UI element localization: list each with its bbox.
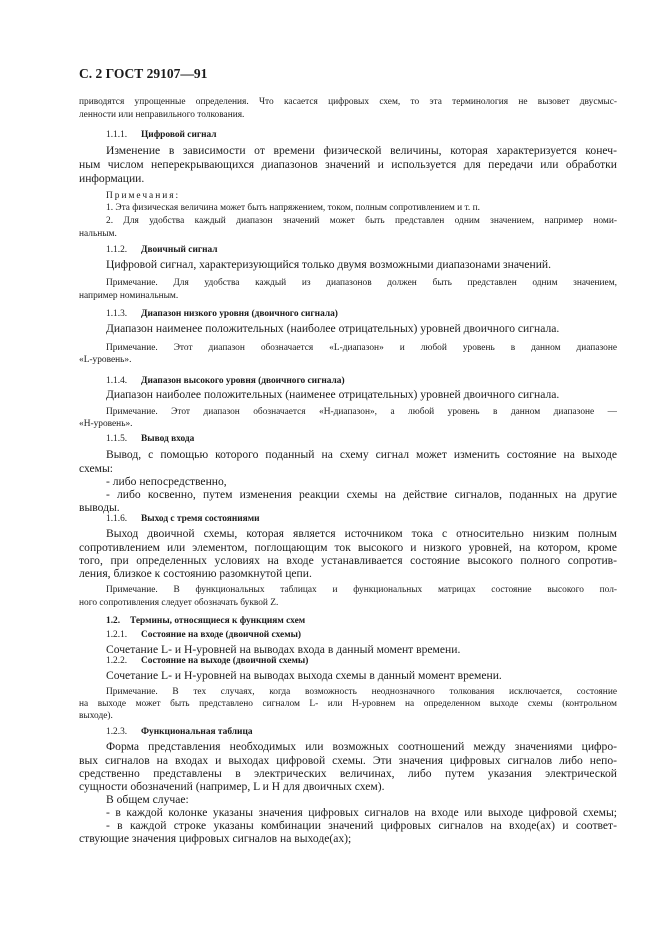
text-line: 1.1.5. xyxy=(106,434,128,444)
text-line: 1.2.2. xyxy=(106,656,128,666)
text-line: - либо непосредственно, xyxy=(106,475,227,488)
text-line: 1.1.4. xyxy=(106,376,128,386)
text-line: ленности или неправильного толкования. xyxy=(79,110,245,120)
text-line: 1.1.2. xyxy=(106,245,128,255)
text-line: информации. xyxy=(79,172,145,185)
text-line: ным числом неперекрывающихся диапазонов значений и используется для передачи или обработки xyxy=(79,158,617,171)
page-header: С. 2 ГОСТ 29107—91 xyxy=(79,66,208,81)
text-line: 1.2.1. xyxy=(106,630,128,640)
text-line: того, при определенных условиях на входе устанавливается состояние высокого полного сопротив- xyxy=(79,554,617,567)
text-line: - либо косвенно, путем изменения реакции схемы на действие сигналов, поданных на другие xyxy=(106,488,617,501)
text-line: выходе). xyxy=(79,711,113,721)
text-line: Примечание. В функциональных таблицах и функциональных матрицах состояние высокого пол- xyxy=(106,585,617,595)
section-heading: Состояние на входе (двоичной схемы) xyxy=(141,630,302,640)
section-heading: Термины, относящиеся к функциям схем xyxy=(130,616,306,626)
text-line: Примечания: xyxy=(106,191,181,201)
section-heading: Диапазон высокого уровня (двоичного сигнала) xyxy=(141,376,345,386)
text-line: Сочетание L- и Н-уровней на выводах входа в данный момент времени. xyxy=(106,643,461,656)
section-heading: Двоичный сигнал xyxy=(141,245,218,255)
text-line: приводятся упрощенные определения. Что касается цифровых схем, то эта терминология не вызовет двусмыс- xyxy=(79,97,617,107)
text-line: «Н-уровень». xyxy=(79,419,133,429)
text-line: средственно представлены в электрических величинах, либо путем указания электрической xyxy=(79,767,617,780)
text-line: Вывод, с помощью которого поданный на схему сигнал может изменить состояние на выходе xyxy=(106,448,617,461)
section-heading: Функциональная таблица xyxy=(141,727,253,737)
text-line: Изменение в зависимости от времени физической величины, которая характеризуется конеч- xyxy=(106,144,617,157)
text-line: 2. Для удобства каждый диапазон значений может быть представлен одним значением, например номи- xyxy=(106,216,617,226)
text-line: Примечание. Этот диапазон обозначается «L-диапазон» и любой уровень в данном диапазоне xyxy=(106,343,617,353)
text-line: вых сигналов на входах и выходах цифровой схемы. Эти значения цифровых сигналов либо непо- xyxy=(79,754,617,767)
text-line: на выходе может быть представлено сигналом L- или Н-уровнем на определенном выходе схемы (контрольном xyxy=(79,699,617,709)
text-line: Выход двоичной схемы, которая является источником тока с относительно низким полным xyxy=(106,527,617,540)
text-line: выводы. xyxy=(79,501,120,514)
text-line: 1.2.3. xyxy=(106,727,128,737)
text-line: сопротивлением или элементом, поглощающим ток высокого и низкого уровней, на котором, кроме xyxy=(79,541,617,554)
text-line: Цифровой сигнал, характеризующийся только двумя возможными диапазонами значений. xyxy=(106,258,552,271)
section-heading: Цифровой сигнал xyxy=(141,130,217,140)
text-line: 1. Эта физическая величина может быть напряжением, током, полным сопротивлением и т. п. xyxy=(106,203,480,213)
text-line: 1.1.1. xyxy=(106,130,128,140)
text-line: Диапазон наиболее положительных (наименее отрицательных) уровней двоичного сигнала. xyxy=(106,388,560,401)
text-line: ствующие значения цифровых сигналов на выходе(ах); xyxy=(79,832,352,845)
text-line: ного сопротивления следует обозначать буквой Z. xyxy=(79,598,279,608)
text-line: - в каждой строке указаны комбинации значений цифровых сигналов на входе(ах) и соответ- xyxy=(106,819,617,832)
text-line: 1.1.6. xyxy=(106,514,128,524)
text-line: сущности обозначений (например, L и Н для двоичных схем). xyxy=(79,780,385,793)
section-heading: Вывод входа xyxy=(141,434,195,444)
text-line: В общем случае: xyxy=(106,793,189,806)
text-line: схемы: xyxy=(79,462,113,475)
text-line: Примечание. Этот диапазон обозначается «Н-диапазон», а любой уровень в данном диапазоне — xyxy=(106,407,617,417)
text-line: 1.1.3. xyxy=(106,309,128,319)
text-line: «L-уровень». xyxy=(79,355,132,365)
text-line: Диапазон наименее положительных (наиболее отрицательных) уровней двоичного сигнала. xyxy=(106,322,560,335)
section-heading: Выход с тремя состояниями xyxy=(141,514,260,524)
section-heading: 1.2. xyxy=(106,616,121,626)
text-line: Примечание. Для удобства каждый из диапазонов должен быть представлен одним значением, xyxy=(106,278,617,288)
text-line: Примечание. В тех случаях, когда возможность неоднозначного толкования исключается, состояние xyxy=(106,687,617,697)
section-heading: Диапазон низкого уровня (двоичного сигнала) xyxy=(141,309,338,319)
text-line: ления, близкое к состоянию разомкнутой цепи. xyxy=(79,567,312,580)
text-line: - в каждой колонке указаны значения цифровых сигналов на входе или выходе цифровой схемы; xyxy=(106,806,617,819)
text-line: например номинальным. xyxy=(79,291,179,301)
text-line: Сочетание L- и Н-уровней на выводах выхода схемы в данный момент времени. xyxy=(106,669,502,682)
section-heading: Состояние на выходе (двоичной схемы) xyxy=(141,656,309,666)
text-line: Форма представления необходимых или возможных соотношений между значениями цифро- xyxy=(106,740,617,753)
text-line: нальным. xyxy=(79,229,117,239)
